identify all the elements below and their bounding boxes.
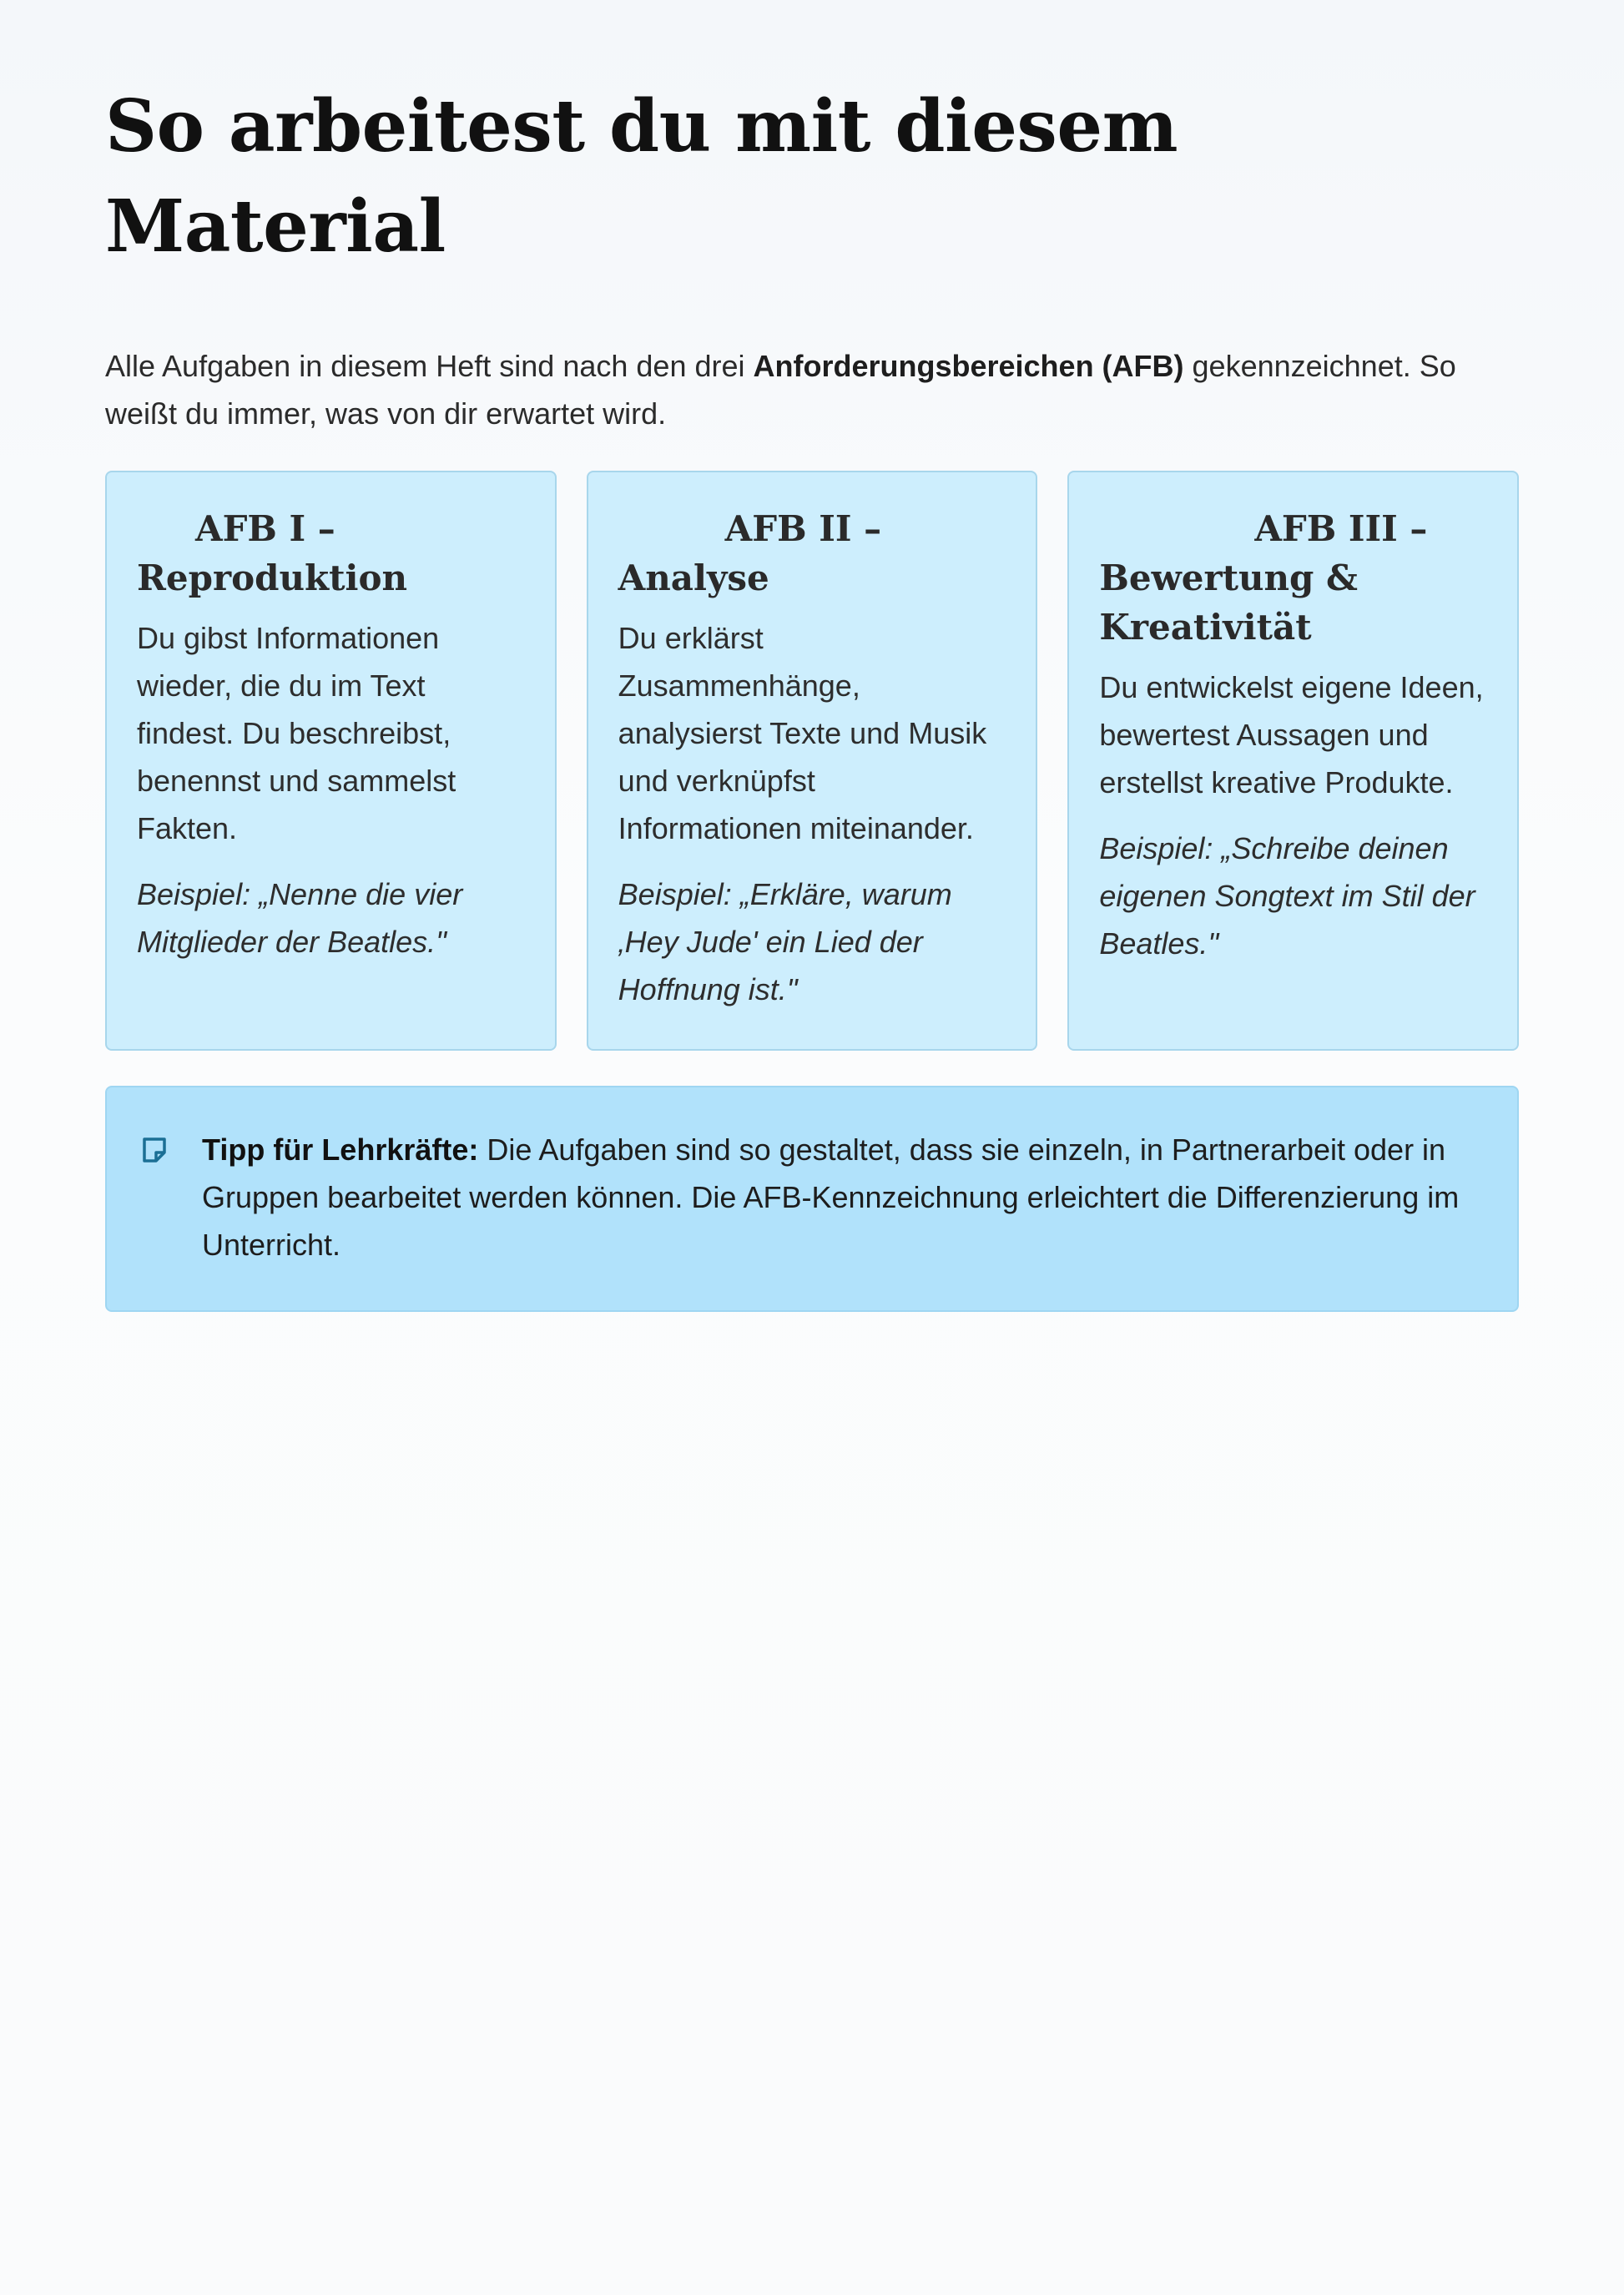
intro-bold-term: Anforderungsbereichen (AFB) [753,349,1184,383]
tip-body: Die Aufgaben sind so gestaltet, dass sie einzeln, in Partnerarbeit oder in Gruppen bearbeitet werden können. Die AFB-Kennzeichnung erleichtert die Differenzierung im Unterricht. [202,1132,1460,1262]
afb-card-title [618,504,1006,603]
afb-example: Beispiel: „Nenne die vier Mitglieder der Beatles." [137,877,463,959]
intro-text-start: Alle Aufgaben in diesem Heft sind nach den drei [105,349,754,383]
afb-name: Reproduktion [137,557,408,598]
afb-cards [105,471,1519,1051]
afb-level: AFB III – [1254,508,1428,549]
afb-card-1 [105,471,557,1051]
afb-card-title [137,504,525,603]
afb-description: Du gibst Informationen wieder, die du im Text findest. Du beschreibst, benennst und sammelst Fakten. [137,621,456,845]
afb-card-title [1099,504,1487,652]
intro-paragraph [105,342,1519,437]
afb-name: Analyse [618,557,769,598]
intro-text-end: gekennzeichnet. So weißt du immer, was von dir erwartet wird. [105,349,1456,431]
afb-level: AFB I – [195,508,335,549]
note-icon [140,1136,169,1164]
afb-level: AFB II – [724,508,882,549]
afb-card-3 [1067,471,1519,1051]
afb-example: Beispiel: „Schreibe deinen eigenen Songtext im Stil der Beatles." [1099,831,1475,961]
afb-description: Du erklärst Zusammenhänge, analysierst Texte und Musik und verknüpfst Informationen miteinander. [618,621,987,845]
teacher-tip-box [105,1086,1519,1312]
page-title: So arbeitest du mit diesem Material [105,84,1178,269]
afb-card-2 [587,471,1038,1051]
tip-text [202,1126,1484,1269]
tip-label: Tipp für Lehrkräfte: [202,1132,479,1167]
afb-example: Beispiel: „Erkläre, warum ‚Hey Jude' ein Lied der Hoffnung ist." [618,877,952,1006]
afb-description: Du entwickelst eigene Ideen, bewertest Aussagen und erstellst kreative Produkte. [1099,670,1484,799]
afb-name: Bewertung & Kreativität [1099,557,1358,648]
